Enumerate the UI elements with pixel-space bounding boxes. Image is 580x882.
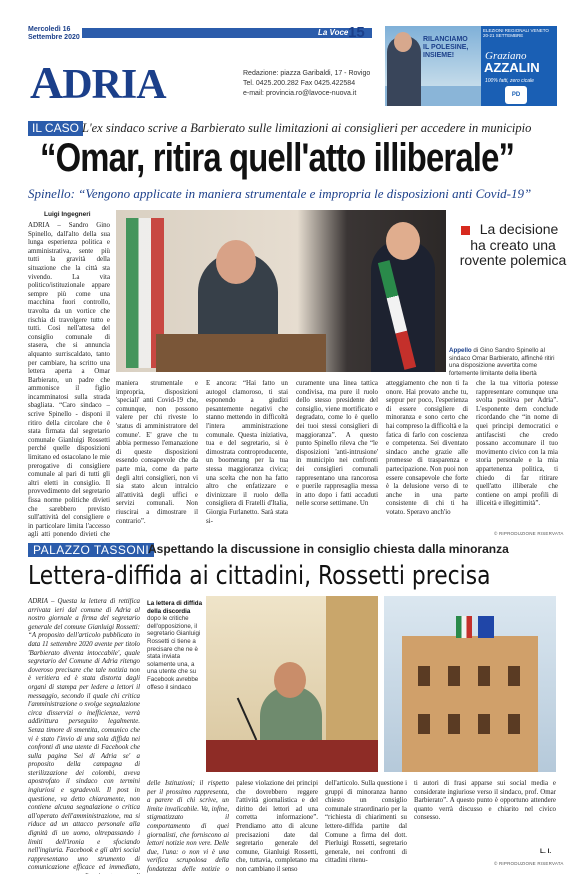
- author: Luigi Ingegneri: [44, 211, 91, 218]
- article-column-2: delle Istituzioni; il rispetto per il prossimo rappresenta, a parere di chi scrive, un limite invalicabile. Va, infine, stigmatizzato il comportamento di quei giornalisti, che forniscono ai lettori notizie non vere. Delle due, l'una: o non vi è una verifica scrupolosa della fondatezza delle notizie o: [147, 780, 229, 873]
- headline[interactable]: “Omar, ritira quell'atto illiberale”: [40, 136, 515, 180]
- ad-election: ELEZIONI REGIONALI VENETO 20-21 SETTEMBRE: [483, 28, 549, 38]
- election-advert[interactable]: [385, 26, 557, 106]
- kicker: L'ex sindaco scrive a Barbierato sulle limitazioni ai consiglieri per accedere in municipio: [82, 121, 532, 135]
- article-column-2: maniera strumentale e impropria, disposizioni 'speciali' anti Covid-19 che, comunque, non possono valere per chi riveste lo 'status di amministratore del comune'. E' grave che tu abbia permesso l'emanazione di queste disposizioni essendo consapevole che da parte mia, come da parte degli altri consiglieri, non vi sia stato alcun intralcio all'attività degli uffici e servizi comunali. Non riuscirai a dimostrare il contrario”.: [116, 380, 198, 525]
- subhead: Spinello: “Vengono applicate in maniera strumentale e impropria le disposizioni anti Covid-19”: [28, 186, 532, 201]
- article-column-3: palese violazione dei principi che dovrebbero reggere l'attività giornalistica e del diritto dei lettori ad una corretta informazione”. Prendiamo atto di alcune precisazioni date dal segretario generale del comune, Gianluigi Rossetti, che, tuttavia, completano ma non cambiano il senso: [236, 780, 318, 873]
- copyright-note: © RIPRODUZIONE RISERVATA: [494, 861, 564, 866]
- copyright-note: © RIPRODUZIONE RISERVATA: [494, 531, 564, 536]
- section-title: ADRIA: [30, 57, 166, 108]
- kicker: Aspettando la discussione in consiglio chiesta dalla minoranza: [148, 542, 509, 556]
- contacts: Redazione: piazza Garibaldi, 17 - Rovigo Tel. 0425.200.282 Fax 0425.422584 e-mail: provincia.ro@lavoce-nuova.it: [243, 70, 371, 97]
- article-column-6: che la tua vittoria potesse rappresentare comunque una svolta positiva per Adria”. L'esponente dem conclude ricordando che “in nome di quei principi democratici e antifascisti che credo possano accomunare il tuo movimento civico con la mia storia personale e la mia appartenenza politica, ti chiedo di far ritirare quell'atto illiberale che contiene on ampi profili di illiceità e illegittimità”.: [476, 380, 558, 508]
- candidate-face: [394, 32, 412, 52]
- article-column-1: ADRIA – Sandro Gino Spinello, dall'alto della sua lunga esperienza politica e amministrativa, sente più tutti la gravità della situazione che la città sta vivendo. La vita politico/istituzionale appare sempre più come una macchina fuori controllo, travolta da un vortice che rischia di travolgere tutto e tutti. Così nell'attesa del consiglio comunale di stasera, che si annuncia alquanto surriscaldato, tanto per cambiare, ha scritto una lettera aperta a Omar Barbierato, un padre che ammonisce il figlio incamminatosi sulla strada sbagliata. “Caro sindaco – scrive Spinello - disponi il ritiro della circolare che è stata firmata dal segretario comunale Gianluigi Rossetti perché quelle disposizioni limitano ed ostacolano le mie prerogative di consigliere comunale al pari di tutti gli altri eletti in consiglio. Il provvedimento del segretario fissa norme politiche divieti che sarebbero previsto sull'attività del consigliere e in particolare limita l'accesso agli atti ponendo divieti che: [28, 222, 110, 539]
- pullquote: La decisione ha creato una rovente polemica: [459, 221, 567, 268]
- article-column-5: atteggiamento che non ti fa onore. Hai provato anche tu, seppur per poco, l'esperienza di essere consigliere di minoranza e sono certo che hai compreso la difficoltà e la fatica di farlo con coscienza e competenza. Sei diventato sindaco anche grazie alle promesse di trasparenza e partecipazione. Non puoi non essere consapevole che forte è la delusione verso di te anche in una parte consistente di chi ti ha votato. Speravo anch'io: [386, 380, 468, 516]
- article-column-4: dell'articolo. Sulla questione i gruppi di minoranza hanno chiesto un consiglio comunale straordinario per la “richiesta di chiarimenti su lettere-diffida partite dal Comune a firma del dott. Pierluigi Rossetti, segretario generale, nei confronti di cittadini ritenu-: [325, 780, 407, 865]
- town-hall-building: [402, 636, 538, 772]
- paper-name: La Voce: [318, 28, 349, 37]
- signature: L. I.: [540, 848, 552, 855]
- article-photo[interactable]: [384, 596, 556, 772]
- ad-slogan: RILANCIAMO IL POLESINE, INSIEME!: [423, 36, 469, 59]
- candidate-first-name: Graziano: [485, 50, 527, 62]
- kicker-tag: IL CASO: [28, 121, 83, 136]
- issue-date: Mercoledì 16 Settembre 2020: [28, 26, 80, 41]
- party-logo-icon: PD: [505, 86, 527, 104]
- photo-caption: Appello di Gino Sandro Spinello al sindaco Omar Barbierato, affinché ritiri una disposizione avvertita come fortemente limitante della libertà: [449, 347, 555, 377]
- flag-icon: [478, 616, 494, 638]
- headline[interactable]: Lettera-diffida ai cittadini, Rossetti precisa: [28, 561, 491, 591]
- flag-icon: [456, 616, 472, 638]
- desk: [206, 740, 378, 772]
- kicker-tag: PALAZZO TASSONI: [28, 543, 154, 557]
- ad-claim: 100% fatti, zero cicale: [485, 78, 534, 84]
- article-column-3: E ancora: “Hai fatto un autogol clamoroso, ti stai esponendo a giudizi pesantemente negativi che stanno mettendo in difficoltà l'intera amministrazione comunale. Questa iniziativa, tua e del segretario, si è dimostrata controproducente, un boomerang per la tua stessa maggioranza civica; una scelta che non ha fatto altro che enfatizzare e divinizzare il ruolo della consigliera di Fratelli d'Italia, Giorgia Furlanetto. Sarà stata si-: [206, 380, 288, 525]
- article-column-4: curamente una linea tattica condivisa, ma pure il ruolo dello stesso presidente del consiglio, viene mortificato e degradato, come lo è quello dei tuoi stessi consiglieri di maggioranza”. A questo punto Spinello rileva che “le disposizioni 'anti-intrusione' in municipio nei confronti dei consiglieri comunali rappresentano una rancorosa e puerile rappresaglia messa in atto dopo i fatti accaduti nelle scorse settimane. Un: [296, 380, 378, 508]
- article-column-1: ADRIA – Questa la lettera di rettifica arrivata ieri dal comune di Adria al nostro giornale a firma del segretario generale del comune Gianluigi Rossetti: “A proposito dell'articolo pubblicato in data 11 settembre 2020 avente per titolo 'Barbierato diventa intoccabile', quale segretario del Comune di Adria ritengo doveroso precisare che tale notizia non è veritiera ed è stata distorta dagli organi di stampa per ledere a lettori il messaggio, secondo il quale chi critica l'amministrazione o svolge segnalazione circa disservizi o inefficienze, verrà addirittura perseguito legalmente. Senza timore di smentita, comunico che vi è stato l'invio di una sola diffida nei confronti di una utente di Facebook che sulla pagina 'Sei di Adria se' a proposito della campagna di sterilizzazione dei colombi, aveva apostrofato il sindaco con termini ingiuriosi e sgradevoli. Il post in questione, va detto chiaramente, non contiene alcuna segnalazione o critica all'operato dell'amministrazione, ma si riduce ad un attacco personale alla dignità di un uomo, oltrepassando i limiti dell'ironia e sfociando nell'ingiuria. Facebook e gli altri social rappresentano uno strumento di comunicazione efficace ed immediato,: [28, 598, 140, 872]
- page-number: 15: [348, 24, 365, 41]
- photo-caption: La lettera di diffida della discordia dopo le critiche dell'opposizione, il segretario Gianluigi Rossetti ci tiene a precisare che ne è stata inviata solamente una, a una utente che su Facebook avrebbe offeso il sindaco: [147, 600, 203, 691]
- article-photo[interactable]: [206, 596, 378, 772]
- candidate-last-name: AZZALIN: [484, 60, 540, 75]
- article-column-5: ti autori di frasi apparse sui social media e considerate ingiuriose verso il sindaco, prof. Omar Barbierato”. A questo punto è opportuno attendere quanto verrà discusso e chiarito nel civico consesso.: [414, 780, 556, 822]
- article-photo[interactable]: [116, 210, 446, 372]
- desk: [156, 334, 326, 372]
